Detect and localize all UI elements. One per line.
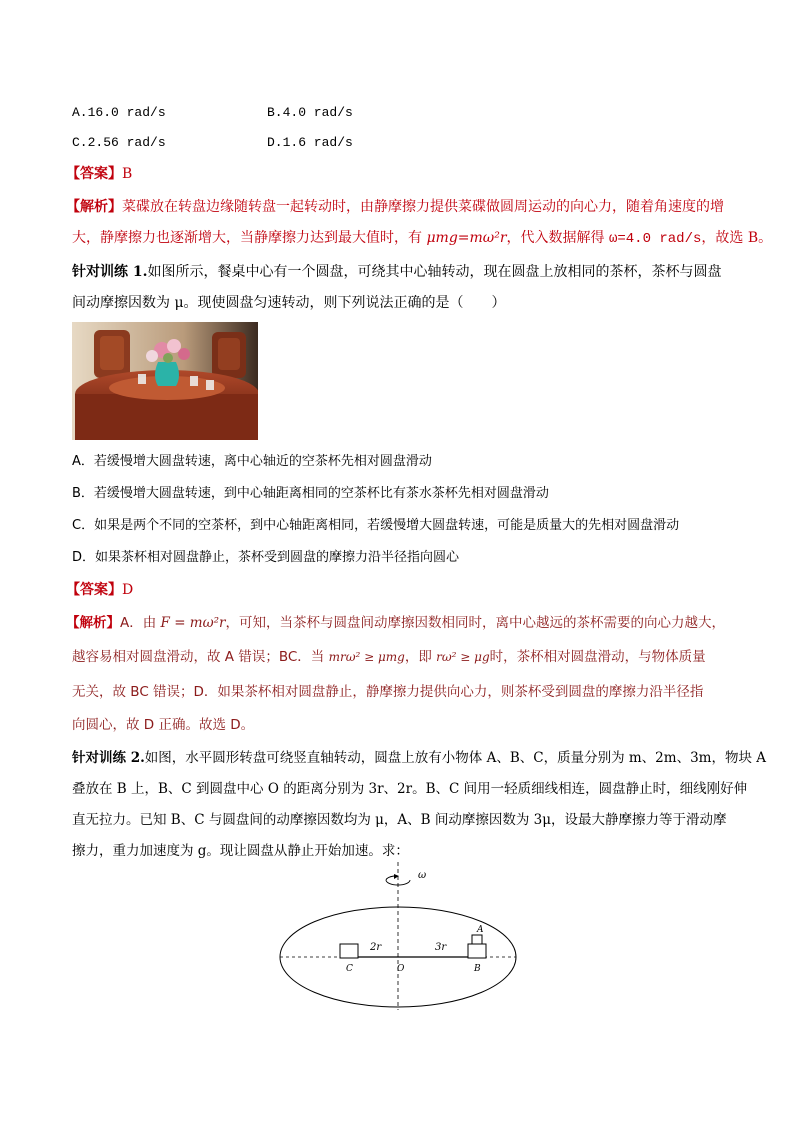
analysis-1-text-2c: ，故选 B。 bbox=[701, 230, 773, 246]
training-2-line-2: 叠放在 B 上，B、C 到圆盘中心 O 的距离分别为 3r、2r。B、C 间用一轻质细线相连，圆盘静止时，细线刚好伸 bbox=[72, 781, 748, 797]
analysis-1-text-1: 菜碟放在转盘边缘随转盘一起转动时，由静摩擦力提供菜碟做圆周运动的向心力，随着角速度的增 bbox=[122, 199, 724, 215]
analysis-2-line-3: 无关，故 BC 错误；D．如果茶杯相对圆盘静止，静摩擦力提供向心力，则茶杯受到圆盘的摩擦力沿半径指 bbox=[72, 684, 704, 700]
analysis-1-result: ω=4.0 rad/s bbox=[608, 231, 702, 247]
training-2-line-3: 直无拉力。已知 B、C 与圆盘间的动摩擦因数均为 μ，A、B 间动摩擦因数为 3μ，设最大静摩擦力等于滑动摩 bbox=[72, 812, 727, 828]
training-1-option-d: D．如果茶杯相对圆盘静止，茶杯受到圆盘的摩擦力沿半径指向圆心 bbox=[72, 550, 460, 565]
analysis-1-line-2 bbox=[72, 229, 772, 248]
analysis-2-line-4: 向圆心，故 D 正确。故选 D。 bbox=[72, 717, 255, 733]
label-3r: 3r bbox=[435, 942, 447, 953]
answer-tag: 【答案】 bbox=[66, 166, 122, 182]
block-b bbox=[468, 944, 486, 958]
analysis-2-text-1b: ，可知，当茶杯与圆盘间动摩擦因数相同时，离中心越远的茶杯需要的向心力越大， bbox=[225, 615, 725, 631]
block-c bbox=[340, 944, 358, 958]
analysis-2-text-2c: 时，茶杯相对圆盘滑动，与物体质量 bbox=[489, 649, 706, 665]
answer-2-tag: 【答案】 bbox=[66, 582, 122, 598]
training-1-tag: 针对训练 1. bbox=[72, 264, 148, 280]
label-o: O bbox=[397, 964, 405, 974]
analysis-2-line-2 bbox=[72, 648, 706, 666]
analysis-2-formula-1: F = mω²r bbox=[160, 615, 226, 631]
label-2r: 2r bbox=[370, 942, 382, 953]
analysis-1-text-2b: ，代入数据解得 bbox=[506, 230, 605, 246]
analysis-tag: 【解析】 bbox=[66, 199, 122, 215]
label-a: A bbox=[477, 925, 484, 935]
analysis-2-text-2a: 越容易相对圆盘滑动，故 A 错误；BC．当 bbox=[72, 649, 325, 665]
omega-label: ω bbox=[418, 870, 427, 881]
answer-1 bbox=[66, 165, 132, 183]
training-1-text-1: 如图所示，餐桌中心有一个圆盘，可绕其中心轴转动，现在圆盘上放相同的茶杯，茶杯与圆盘 bbox=[147, 264, 722, 280]
analysis-1-formula: μmg=mω²r bbox=[426, 230, 507, 246]
training-2-line-1 bbox=[72, 749, 766, 767]
label-c: C bbox=[346, 964, 353, 974]
training-1-line-2: 间动摩擦因数为 μ。现使圆盘匀速转动，则下列说法正确的是（ ） bbox=[72, 295, 506, 311]
analysis-1-text-2a: 大，静摩擦力也逐渐增大，当静摩擦力达到最大值时，有 bbox=[72, 230, 422, 246]
answer-2 bbox=[66, 581, 133, 599]
training-2-tag: 针对训练 2. bbox=[72, 750, 145, 766]
round-table-photo bbox=[72, 322, 258, 440]
option-d-prev: D.1.6 rad/s bbox=[267, 135, 353, 150]
analysis-2-formula-2: mrω² ≥ μmg bbox=[328, 650, 405, 664]
training-1-option-b: B．若缓慢增大圆盘转速，到中心轴距离相同的空茶杯比有茶水茶杯先相对圆盘滑动 bbox=[72, 486, 549, 501]
training-1-option-a: A．若缓慢增大圆盘转速，离中心轴近的空茶杯先相对圆盘滑动 bbox=[72, 454, 432, 469]
training-1-option-c: C．如果是两个不同的空茶杯，到中心轴距离相同，若缓慢增大圆盘转速，可能是质量大的先相对圆盘滑动 bbox=[72, 518, 680, 533]
label-b: B bbox=[474, 964, 481, 974]
option-c-prev: C.2.56 rad/s bbox=[72, 135, 166, 150]
analysis-2-text-2b: ，即 bbox=[404, 649, 432, 665]
analysis-2-text-1a: A．由 bbox=[120, 615, 157, 631]
analysis-1-line-1 bbox=[66, 198, 724, 216]
answer-2-value: D bbox=[122, 582, 134, 598]
option-b-prev: B.4.0 rad/s bbox=[267, 105, 353, 120]
answer-value: B bbox=[122, 166, 133, 182]
training-2-line-4: 擦力，重力加速度为 g。现让圆盘从静止开始加速。求： bbox=[72, 843, 409, 859]
turntable-diagram bbox=[278, 862, 528, 1012]
option-a-prev: A.16.0 rad/s bbox=[72, 105, 166, 120]
training-1-line-1 bbox=[72, 263, 722, 281]
analysis-2-tag: 【解析】 bbox=[66, 615, 120, 631]
block-a bbox=[472, 935, 482, 944]
training-2-text-1: 如图，水平圆形转盘可绕竖直轴转动，圆盘上放有小物体 A、B、C，质量分别为 m、2m、3m，物块 A bbox=[144, 750, 767, 766]
analysis-2-formula-3: rω² ≥ μg bbox=[436, 650, 490, 664]
analysis-2-line-1 bbox=[66, 614, 725, 632]
